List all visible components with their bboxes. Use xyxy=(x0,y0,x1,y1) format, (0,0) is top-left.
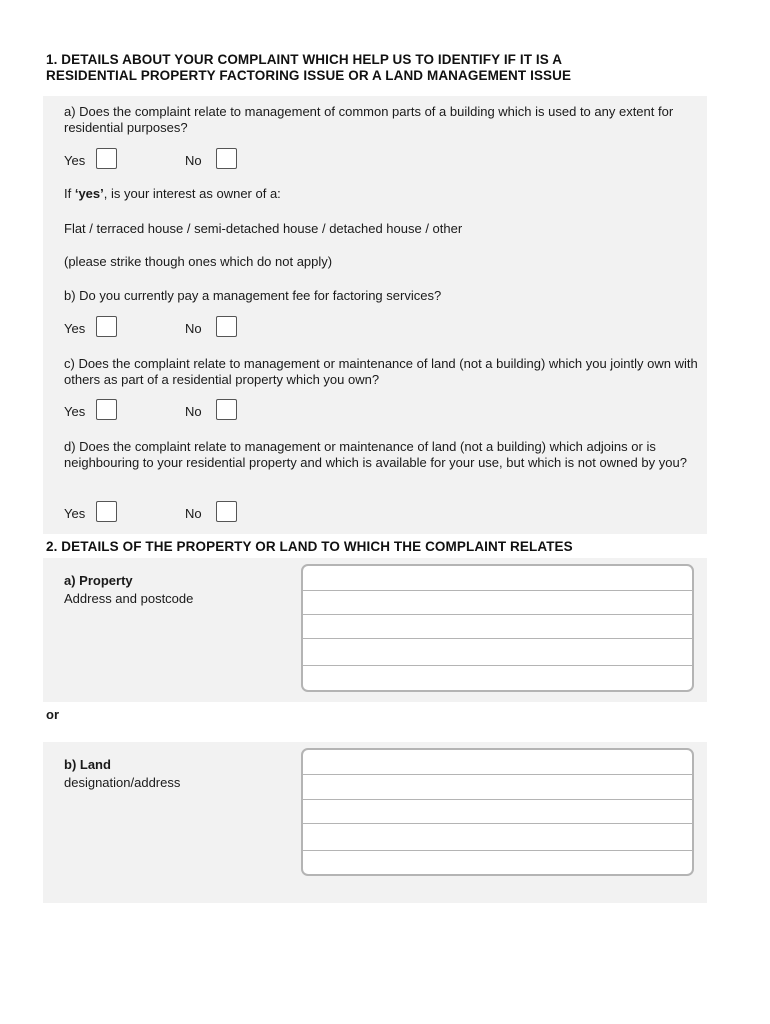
if-yes-bold: ‘yes’ xyxy=(74,186,104,201)
q-d-no-checkbox[interactable] xyxy=(216,501,237,522)
q-c-yes-label: Yes xyxy=(64,404,86,419)
if-yes-text xyxy=(64,186,281,202)
property-subtitle: Address and postcode xyxy=(64,591,194,606)
land-line-4 xyxy=(303,850,692,851)
property-line-2 xyxy=(303,614,692,615)
property-title: a) Property xyxy=(64,573,133,588)
property-line-1 xyxy=(303,590,692,591)
property-address-field[interactable] xyxy=(301,564,694,692)
property-line-3 xyxy=(303,638,692,639)
section2-heading: 2. DETAILS OF THE PROPERTY OR LAND TO WHICH THE COMPLAINT RELATES xyxy=(46,539,573,554)
q-b-yes-label: Yes xyxy=(64,321,86,336)
question-a: a) Does the complaint relate to management of common parts of a building which is used to any extent for residential purposes? xyxy=(64,104,674,135)
q-c-yes-checkbox[interactable] xyxy=(96,399,117,420)
property-line-4 xyxy=(303,665,692,666)
question-d: d) Does the complaint relate to management or maintenance of land (not a building) which adjoins or is neighbouring to your residential property and which is available for your use, but which is not owned by you? xyxy=(64,439,687,470)
q-a-no-checkbox[interactable] xyxy=(216,148,237,169)
or-label: or xyxy=(46,707,59,722)
q-c-no-checkbox[interactable] xyxy=(216,399,237,420)
strike-note: (please strike though ones which do not apply) xyxy=(64,254,333,269)
q-a-yes-checkbox[interactable] xyxy=(96,148,117,169)
land-line-1 xyxy=(303,774,692,775)
q-b-no-label: No xyxy=(185,321,202,336)
q-a-yes-label: Yes xyxy=(64,153,86,168)
question-b: b) Do you currently pay a management fee for factoring services? xyxy=(64,288,442,303)
land-title: b) Land xyxy=(64,757,111,772)
q-c-no-label: No xyxy=(185,404,202,419)
section1-heading-line2: RESIDENTIAL PROPERTY FACTORING ISSUE OR A LAND MANAGEMENT ISSUE xyxy=(46,68,572,83)
land-line-3 xyxy=(303,823,692,824)
q-b-yes-checkbox[interactable] xyxy=(96,316,117,337)
if-yes-prefix: If xyxy=(64,186,75,201)
q-d-no-label: No xyxy=(185,506,202,521)
q-a-no-label: No xyxy=(185,153,202,168)
q-d-yes-label: Yes xyxy=(64,506,86,521)
section1-heading xyxy=(46,52,726,84)
land-line-2 xyxy=(303,799,692,800)
q-d-yes-checkbox[interactable] xyxy=(96,501,117,522)
if-yes-suffix: , is your interest as owner of a: xyxy=(103,186,281,201)
question-c: c) Does the complaint relate to management or maintenance of land (not a building) which you jointly own with others as part of a residential property which you own? xyxy=(64,356,698,387)
owner-types: Flat / terraced house / semi-detached house / detached house / other xyxy=(64,221,463,236)
land-designation-field[interactable] xyxy=(301,748,694,876)
land-subtitle: designation/address xyxy=(64,775,181,790)
q-b-no-checkbox[interactable] xyxy=(216,316,237,337)
section1-heading-line1: 1. DETAILS ABOUT YOUR COMPLAINT WHICH HELP US TO IDENTIFY IF IT IS A xyxy=(46,52,563,67)
